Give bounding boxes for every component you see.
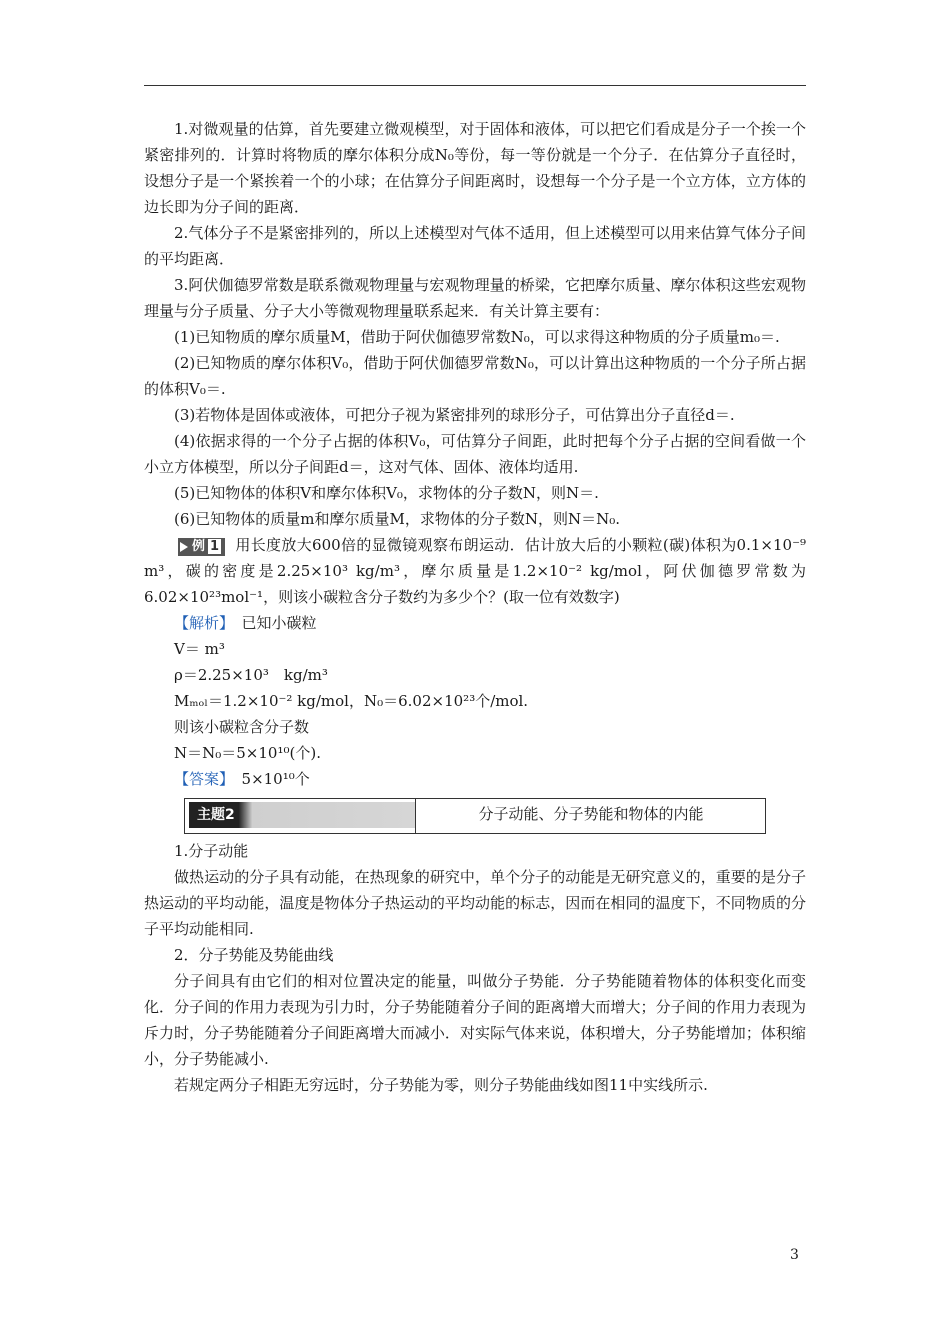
- example-badge: 例 1: [178, 538, 225, 556]
- formula-item: (1)已知物质的摩尔质量M，借助于阿伏伽德罗常数N₀，可以求得这种物质的分子质量m₀＝.: [174, 328, 780, 346]
- topic-banner: [184, 798, 766, 834]
- topic-label-box: [189, 802, 415, 828]
- header-rule: [144, 85, 806, 86]
- answer-label: 【答案】: [174, 770, 227, 788]
- example-number: 1: [207, 538, 222, 555]
- analysis-line: V＝ m³: [174, 640, 225, 658]
- page-body: [144, 116, 806, 1098]
- analysis-heading: [144, 610, 806, 636]
- example-question: [144, 532, 806, 610]
- paragraph: 3.阿伏伽德罗常数是联系微观物理量与宏观物理量的桥梁，它把摩尔质量、摩尔体积这些宏观物理量与分子质量、分子大小等微观物理量联系起来．有关计算主要有：: [144, 276, 806, 320]
- analysis-intro: 已知小碳粒: [241, 614, 317, 632]
- topic-title: 分子动能、分子势能和物体的内能: [415, 799, 766, 833]
- analysis-line: N＝N₀＝5×10¹⁰(个).: [174, 744, 321, 762]
- analysis-label: 【解析】: [174, 614, 227, 632]
- paragraph: 若规定两分子相距无穷远时，分子势能为零，则分子势能曲线如图11中实线所示.: [174, 1076, 708, 1094]
- formula-item: (3)若物体是固体或液体，可把分子视为紧密排列的球形分子，可估算出分子直径d＝.: [174, 406, 735, 424]
- topic-label: 主题2: [197, 807, 235, 823]
- section-heading: 2．分子势能及势能曲线: [174, 946, 334, 964]
- formula-item: (6)已知物体的质量m和摩尔质量M，求物体的分子数N，则N＝N₀.: [174, 510, 620, 528]
- paragraph: 分子间具有由它们的相对位置决定的能量，叫做分子势能．分子势能随着物体的体积变化而变化．分子间的作用力表现为引力时，分子势能随着分子间的距离增大而增大；分子间的作用力表现为斥力时，分子势能随着分子间距离增大而减小．对实际气体来说，体积增大，分子势能增加；体积缩小，分子势能减小.: [144, 972, 806, 1068]
- example-text: 用长度放大600倍的显微镜观察布朗运动．估计放大后的小颗粒(碳)体积为0.1×10⁻⁹ m³，碳的密度是2.25×10³ kg/m³，摩尔质量是1.2×10⁻² kg/mol，阿伏伽德罗常数为6.02×10²³mol⁻¹，则该小碳粒含分子数约为多少个？(取一位有效数字): [144, 536, 806, 606]
- answer-value: 5×10¹⁰个: [241, 770, 310, 788]
- paragraph: 2.气体分子不是紧密排列的，所以上述模型对气体不适用，但上述模型可以用来估算气体分子间的平均距离．: [144, 224, 806, 268]
- paragraph: 做热运动的分子具有动能，在热现象的研究中，单个分子的动能是无研究意义的，重要的是分子热运动的平均动能，温度是物体分子热运动的平均动能的标志，因而在相同的温度下，不同物质的分子平均动能相同.: [144, 868, 806, 938]
- formula-item: (5)已知物体的体积V和摩尔体积V₀，求物体的分子数N，则N＝.: [174, 484, 599, 502]
- formula-item: (4)依据求得的一个分子占据的体积V₀，可估算分子间距，此时把每个分子占据的空间看做一个小立方体模型，所以分子间距d＝，这对气体、固体、液体均适用.: [144, 432, 806, 476]
- formula-item: (2)已知物质的摩尔体积V₀，借助于阿伏伽德罗常数N₀，可以计算出这种物质的一个分子所占据的体积V₀＝.: [144, 354, 806, 398]
- paragraph: 1.对微观量的估算，首先要建立微观模型，对于固体和液体，可以把它们看成是分子一个挨一个紧密排列的．计算时将物质的摩尔体积分成N₀等份，每一等份就是一个分子．在估算分子直径时，设想分子是一个紧挨着一个的小球；在估算分子间距离时，设想每一个分子是一个立方体，立方体的边长即为分子间的距离．: [144, 120, 806, 216]
- analysis-line: 则该小碳粒含分子数: [174, 718, 310, 736]
- analysis-line: ρ＝2.25×10³ kg/m³: [174, 666, 328, 684]
- analysis-line: Mₘₒₗ＝1.2×10⁻² kg/mol，N₀＝6.02×10²³个/mol.: [174, 692, 529, 710]
- answer-line: [144, 766, 806, 792]
- page-number: 3: [790, 1247, 799, 1263]
- section-heading: 1.分子动能: [174, 842, 249, 860]
